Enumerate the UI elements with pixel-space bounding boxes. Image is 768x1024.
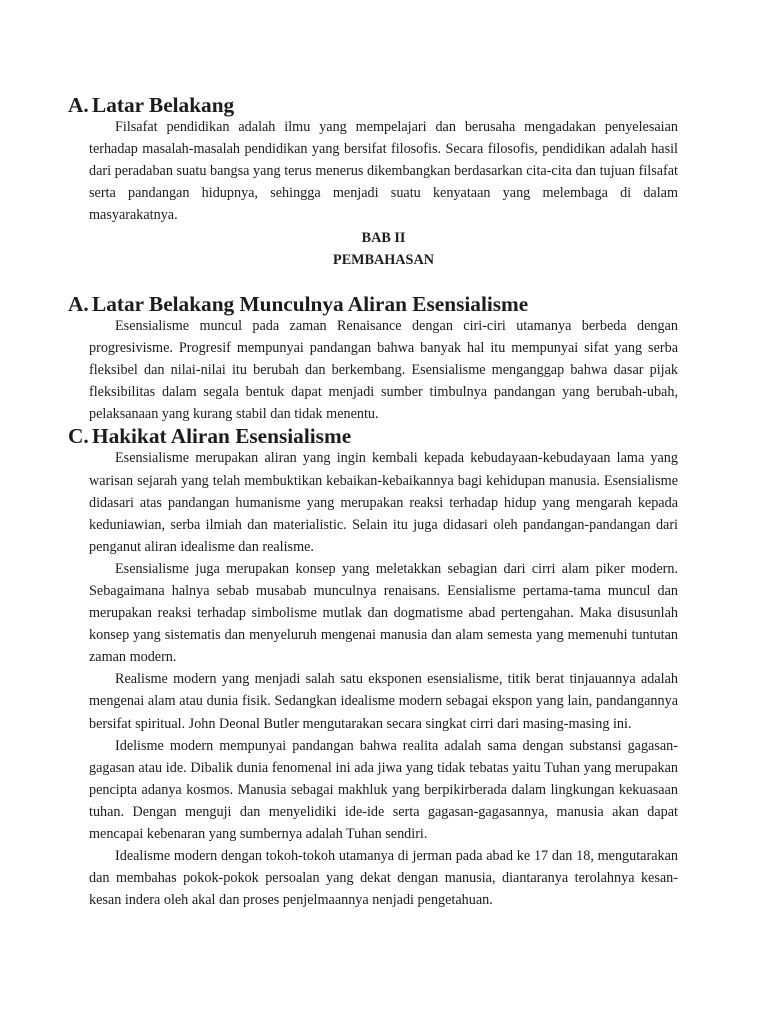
paragraph: Realisme modern yang menjadi salah satu eksponen esensialisme, titik berat tinjauannya adalah mengenai alam atau dunia fisik. Sedangkan idealisme modern sebagai ekspon yang lain, pandangannya bersifat spiritual. John Deonal Butler mengutarakan secara singkat cirri dari masing-masing ini.: [89, 671, 678, 732]
paragraph: Esensialisme muncul pada zaman Renaisance dengan ciri-ciri utamanya berbeda dengan progresivisme. Progresif mempunyai pandangan bahwa banyak hal itu mempunyai sifat yang serba fleksibel dan nilai-nilai itu berubah dan berkembang. Esensialisme menganggap bahwa dasar pijak fleksibilitas dalam segala bentuk dapat menjadi sumber timbulnya pandangan yang berubah-ubah, pelaksanaan yang kurang stabil dan tidak menentu.: [89, 317, 678, 423]
section-number: A.: [68, 291, 89, 316]
spacer: [68, 271, 678, 293]
paragraph: Idelisme modern mempunyai pandangan bahwa realita adalah sama dengan substansi gagasan-gagasan atau ide. Dibalik dunia fenomenal ini ada jiwa yang tidak tebatas yaitu Tuhan yang merupakan pencipta adanya kosmos. Manusia sebagai makhluk yang berpikirberada dalam lingkungan kekuasaan tuhan. Dengan menguji dan menyelidiki ide-ide serta gagasan-gagasannya, manusia akan dapat mencapai kebenaran yang sumbernya adalah Tuhan sendiri.: [89, 737, 678, 842]
paragraph: Esensialisme juga merupakan konsep yang meletakkan sebagian dari cirri alam piker modern. Sebagaimana halnya sebab musabab munculnya renaisans. Eensialisme pertama-tama muncul dan merupakan reaksi terhadap simbolisme mutlak dan dogmatisme abad pertengahan. Maka disusunlah konsep yang sistematis dan menyeluruh mengenai manusia dan alam semesta yang memenuhi tuntutan zaman modern.: [89, 560, 678, 666]
paragraph: Esensialisme merupakan aliran yang ingin kembali kepada kebudayaan-kebudayaan lama yang warisan sejarah yang telah membuktikan kebaikan-kebaikannya bagi kehidupan manusia. Esensialisme didasari atas pandangan humanisme yang merupakan reaksi terhadap hidup yang mengarah kepada keduniawian, serba ilmiah dan materialistic. Selain itu juga didasari oleh pandangan-pandangan dari penganut aliran idealisme dan realisme.: [89, 450, 678, 555]
section-title: Latar Belakang Munculnya Aliran Esensialisme: [92, 291, 529, 316]
section-heading-hakikat-esensialisme: [68, 425, 678, 447]
paragraph: Idealisme modern dengan tokoh-tokoh utamanya di jerman pada abad ke 17 dan 18, mengutarakan dan membahas pokok-pokok persoalan yang dekat dengan manusia, diantaranya terolahnya kesan-kesan indera oleh akal dan proses penjelmaannya nenjadi pengetahuan.: [89, 848, 678, 909]
section-number: C.: [68, 424, 89, 449]
page-bottom-margin: [0, 922, 768, 1024]
section-title: Hakikat Aliran Esensialisme: [92, 424, 352, 449]
paragraph: Filsafat pendidikan adalah ilmu yang mempelajari dan berusaha mengadakan penyelesaian terhadap masalah-masalah pendidikan yang bersifat filosofis. Secara filosofis, pendidikan adalah hasil dari peradaban suatu bangsa yang terus menerus dikembangkan berdasarkan cita-cita dan tujuan filsafat serta pandangan hidupnya, sehingga menjadi suatu kenyataan yang melembaga di dalam masyarakatnya.: [89, 119, 678, 224]
chapter-title: PEMBAHASAN: [333, 251, 434, 268]
section-heading-latar-belakang: [68, 94, 678, 116]
chapter-label: BAB II: [361, 229, 406, 246]
section-title: Latar Belakang: [92, 93, 235, 117]
section-heading-munculnya-esensialisme: [68, 293, 678, 315]
section-number: A.: [68, 93, 89, 117]
